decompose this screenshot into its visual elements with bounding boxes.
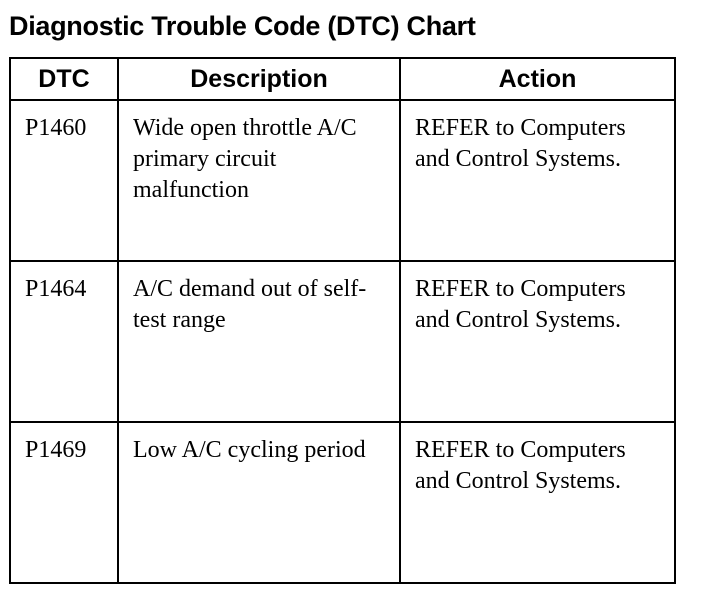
description-cell: A/C demand out of self-test range: [118, 261, 400, 422]
dtc-code-cell: P1469: [10, 422, 118, 583]
action-cell: REFER to Computers and Control Systems.: [400, 422, 675, 583]
action-cell: REFER to Computers and Control Systems.: [400, 100, 675, 261]
description-cell: Low A/C cycling period: [118, 422, 400, 583]
column-header-action: Action: [400, 58, 675, 100]
dtc-table: [9, 57, 676, 584]
table-row: [10, 261, 675, 422]
dtc-code-cell: P1464: [10, 261, 118, 422]
table-row: [10, 422, 675, 583]
column-header-description: Description: [118, 58, 400, 100]
table-header-row: [10, 58, 675, 100]
page-title: Diagnostic Trouble Code (DTC) Chart: [9, 11, 476, 41]
action-cell: REFER to Computers and Control Systems.: [400, 261, 675, 422]
description-cell: Wide open throttle A/C primary circuit malfunction: [118, 100, 400, 261]
table-row: [10, 100, 675, 261]
dtc-code-cell: P1460: [10, 100, 118, 261]
column-header-dtc: DTC: [10, 58, 118, 100]
